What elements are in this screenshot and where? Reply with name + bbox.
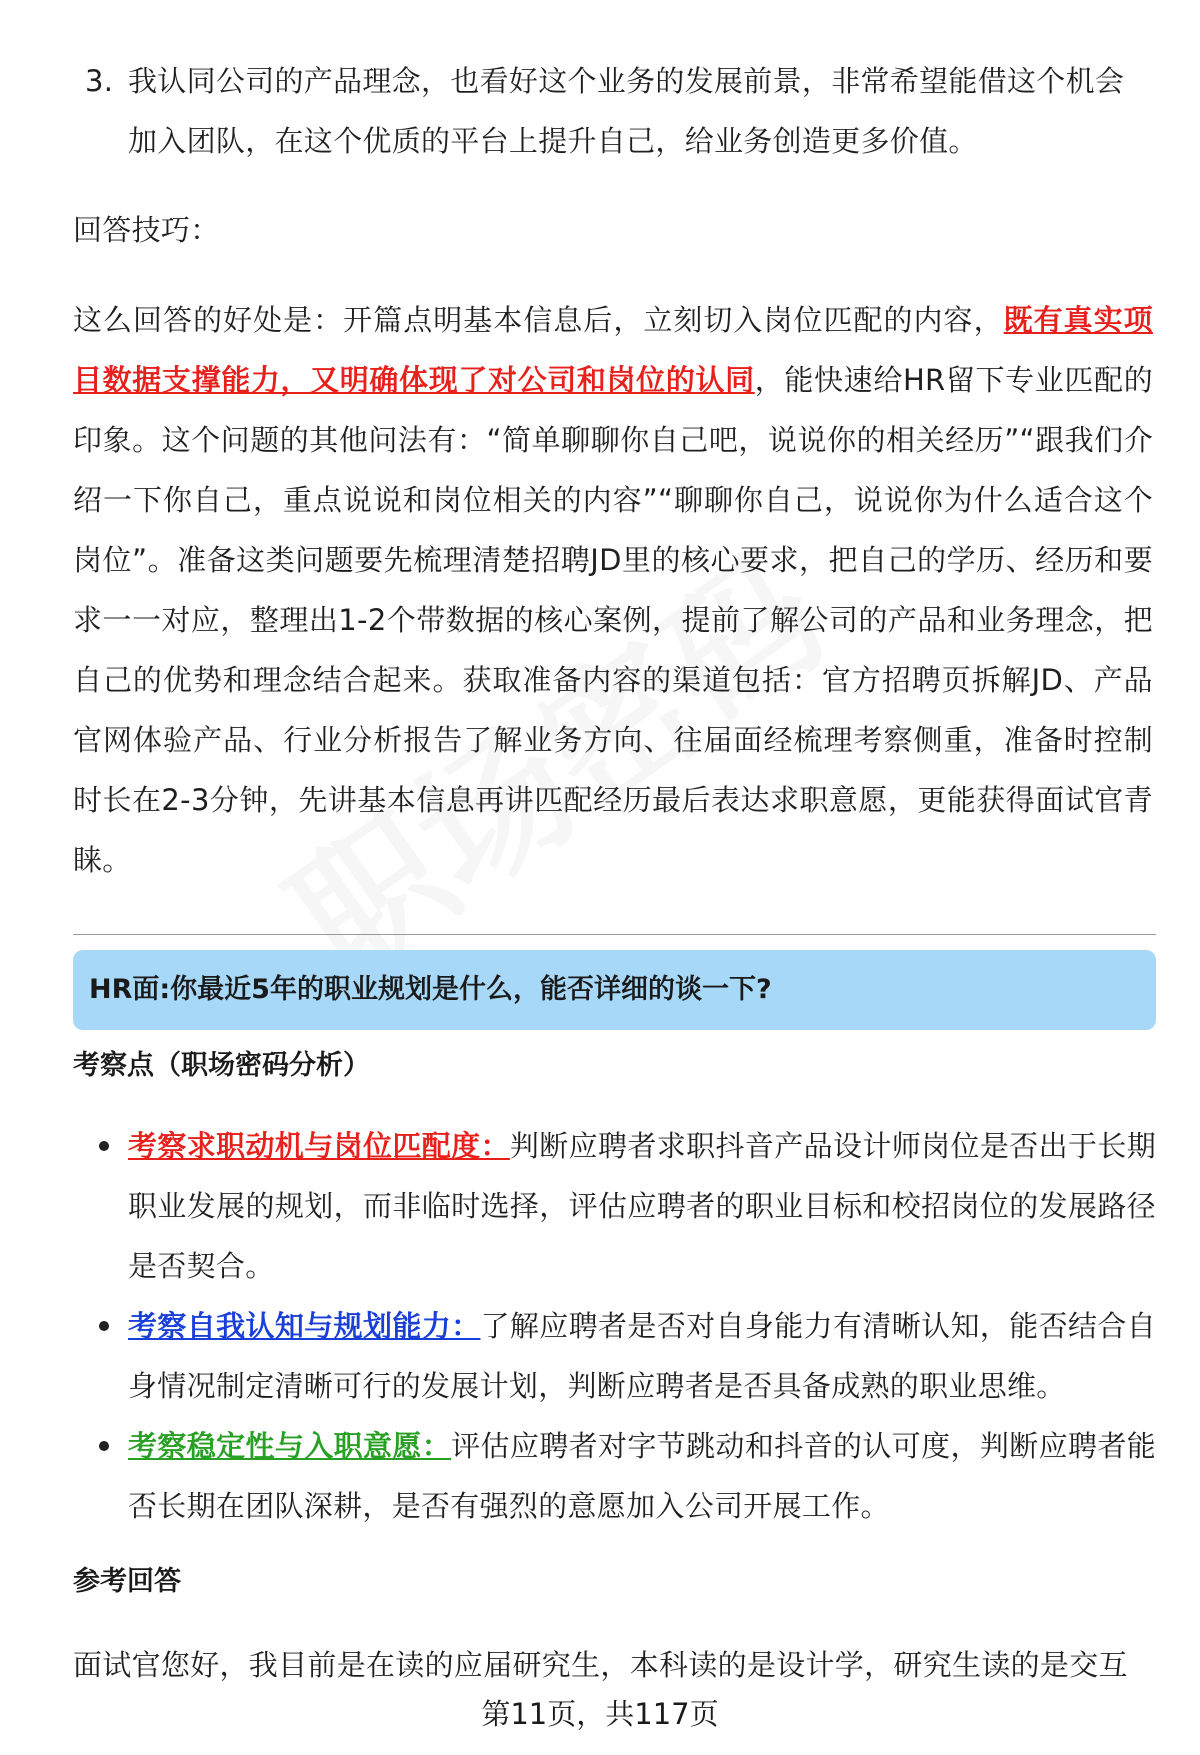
question-banner (73, 950, 1156, 1030)
bullet-icon (99, 1141, 109, 1151)
reference-answer: 面试官您好，我目前是在读的应届研究生，本科读的是设计学，研究生读的是交互 (73, 1648, 1128, 1682)
exam-point-text: 评估应聘者对字节跳动和抖音的认可度，判断应聘者能否长期在团队深耕，是否有强烈的意愿加入公司开展工作。 (128, 1429, 1156, 1523)
tips-paragraph (73, 290, 1153, 890)
bullet-icon (99, 1321, 109, 1331)
item-text: 我认同公司的产品理念，也看好这个业务的发展前景，非常希望能借这个机会加入团队，在这个优质的平台上提升自己，给业务创造更多价值。 (128, 64, 1125, 158)
bullet-icon (99, 1441, 109, 1451)
numbered-item-3 (85, 51, 1145, 171)
question-text: HR面:你最近5年的职业规划是什么，能否详细的谈一下? (89, 974, 772, 1005)
exam-point-text: 了解应聘者是否对自身能力有清晰认知，能否结合自身情况制定清晰可行的发展计划，判断应聘者是否具备成熟的职业思维。 (128, 1309, 1156, 1403)
exam-point-keyword: 考察自我认知与规划能力： (128, 1309, 481, 1343)
tips-lead: 这么回答的好处是：开篇点明基本信息后，立刻切入岗位匹配的内容， (73, 303, 1004, 337)
tips-label: 回答技巧： (73, 213, 220, 247)
item-number: 3. (85, 64, 114, 98)
exam-point-keyword: 考察稳定性与入职意愿： (128, 1429, 452, 1463)
exam-point-text: 判断应聘者求职抖音产品设计师岗位是否出于长期职业发展的规划，而非临时选择，评估应聘者的职业目标和校招岗位的发展路径是否契合。 (128, 1129, 1156, 1283)
tips-highlight: 既有真实项目数据支撑能力，又明确体现了对公司和岗位的认同 (73, 303, 1153, 397)
tips-rest: ，能快速给HR留下专业匹配的印象。这个问题的其他问法有：“简单聊聊你自己吧，说说你的相关经历”“跟我们介绍一下你自己，重点说说和岗位相关的内容”“聊聊你自己，说说你为什么适合这个岗位”。准备这类问题要先梳理清楚招聘JD里的核心要求，把自己的学历、经历和要求一一对应，整理出1-2个带数据的核心案例，提前了解公司的产品和业务理念，把自己的优势和理念结合起来。获取准备内容的渠道包括：官方招聘页拆解JD、产品官网体验产品、行业分析报告了解业务方向、往届面经梳理考察侧重，准备时控制时长在2-3分钟，先讲基本信息再讲匹配经历最后表达求职意愿，更能获得面试官青睐。 (73, 363, 1153, 877)
exam-point-item (73, 1116, 1156, 1296)
exam-point-item (73, 1416, 1156, 1536)
exam-points-list (73, 1116, 1156, 1536)
exam-point-item (73, 1296, 1156, 1416)
section-divider (73, 934, 1156, 935)
reference-heading: 参考回答 (73, 1566, 181, 1597)
exam-points-heading: 考察点（职场密码分析） (73, 1050, 370, 1081)
page-number: 第11页，共117页 (481, 1697, 719, 1731)
exam-point-keyword: 考察求职动机与岗位匹配度： (128, 1129, 510, 1163)
